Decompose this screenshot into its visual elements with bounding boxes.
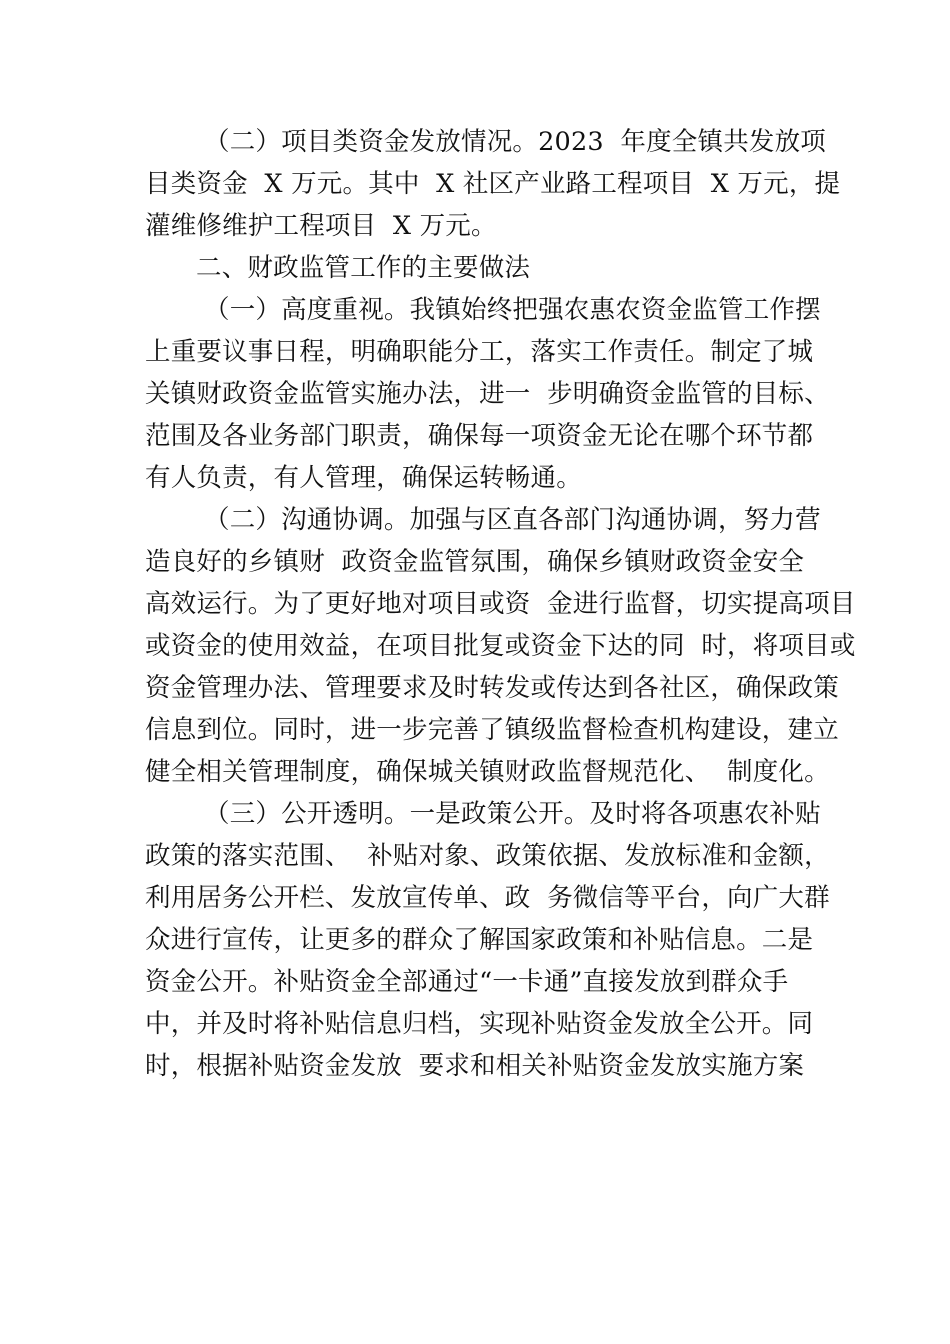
text-line: （二）沟通协调。加强与区直各部门沟通协调，努力营 bbox=[204, 505, 821, 535]
text-line: 政策的落实范围、 补贴对象、政策依据、发放标准和金额， bbox=[145, 841, 830, 871]
text-line: 关镇财政资金监管实施办法，进一 步明确资金监管的目标、 bbox=[145, 379, 830, 409]
text-line: 高效运行。为了更好地对项目或资 金进行监督，切实提高项目 bbox=[145, 589, 856, 619]
text-line: 中，并及时将补贴信息归档，实现补贴资金发放全公开。同 bbox=[145, 1009, 814, 1039]
section-heading: 二、财政监管工作的主要做法 bbox=[196, 253, 531, 283]
text-line: （二）项目类资金发放情况。2023 年度全镇共发放项 bbox=[204, 127, 827, 157]
text-line: 有人负责，有人管理，确保运转畅通。 bbox=[145, 463, 582, 493]
text-line: （一）高度重视。我镇始终把强农惠农资金监管工作摆 bbox=[204, 295, 821, 325]
text-line: 造良好的乡镇财 政资金监管氛围，确保乡镇财政资金安全 bbox=[145, 547, 805, 577]
text-line: 利用居务公开栏、发放宣传单、政 务微信等平台，向广大群 bbox=[145, 883, 830, 913]
text-line: 健全相关管理制度，确保城关镇财政监督规范化、 制度化。 bbox=[145, 757, 830, 787]
text-line: 众进行宣传，让更多的群众了解国家政策和补贴信息。二是 bbox=[145, 925, 814, 955]
text-line: 资金公开。补贴资金全部通过“一卡通”直接发放到群众手 bbox=[145, 967, 789, 997]
text-line: 目类资金 X 万元。其中 X 社区产业路工程项目 X 万元，提 bbox=[145, 169, 841, 199]
text-line: 或资金的使用效益，在项目批复或资金下达的同 时，将项目或 bbox=[145, 631, 856, 661]
text-line: （三）公开透明。一是政策公开。及时将各项惠农补贴 bbox=[204, 799, 821, 829]
text-line: 范围及各业务部门职责，确保每一项资金无论在哪个环节都 bbox=[145, 421, 814, 451]
text-line: 时，根据补贴资金发放 要求和相关补贴资金发放实施方案 bbox=[145, 1051, 805, 1081]
text-line: 上重要议事日程，明确职能分工，落实工作责任。制定了城 bbox=[145, 337, 814, 367]
text-line: 资金管理办法、管理要求及时转发或传达到各社区，确保政策 bbox=[145, 673, 839, 703]
text-line: 灌维修维护工程项目 X 万元。 bbox=[145, 211, 497, 241]
text-line: 信息到位。同时，进一步完善了镇级监督检查机构建设，建立 bbox=[145, 715, 839, 745]
